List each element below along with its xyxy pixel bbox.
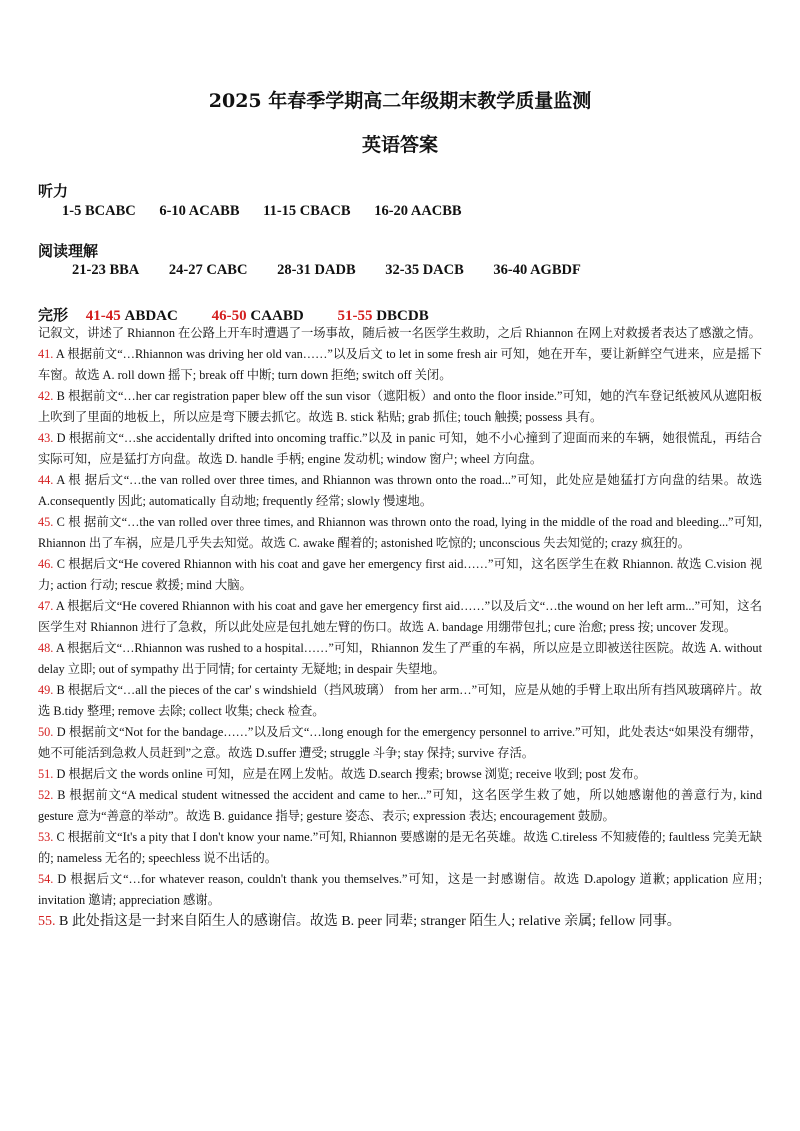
cloze-key: ABDAC: [124, 308, 178, 324]
item-number: 49.: [38, 683, 54, 697]
reading-label: 阅读理解: [38, 242, 99, 260]
item-number: 51.: [38, 767, 54, 781]
item-number: 50.: [38, 725, 54, 739]
item-number: 43.: [38, 431, 54, 445]
cloze-intro: 记叙文，讲述了 Rhiannon 在公路上开车时遭遇了一场事故，随后被一名医学生救助，之后 Rhiannon 在网上对救援者表达了感激之情。: [38, 326, 761, 340]
explanation-item: [38, 680, 762, 722]
answer-group: 28-31 DADB: [277, 262, 356, 278]
item-number: 45.: [38, 515, 54, 529]
item-text: B 此处指这是一封来自陌生人的感谢信。故选 B. peer 同辈; stranger 陌生人; relative 亲属; fellow 同事。: [55, 914, 681, 929]
explanation-item: [38, 638, 762, 680]
explanation-item: [38, 785, 762, 827]
item-text: C 根据后文“He covered Rhiannon with his coat and gave her emergency first aid……”可知，这名医学生在救 Rhiannon. 故选 C.vision 视力; action 行动; rescue 救援; mind 大脑。: [38, 557, 762, 592]
answer-group: 6-10 ACABB: [159, 203, 240, 219]
explanation-item: [38, 911, 762, 933]
cloze-key: DBCDB: [376, 308, 429, 324]
item-text: C 根 据前文“…the van rolled over three times, and Rhiannon was thrown onto the road, lying in the middle of the road and bleeding...”可知, Rhiannon 出了车祸，应是几乎失去知觉。故选 C. awake 醒着的; astonished 吃惊的; unconscious 失去知觉的; crazy 疯狂的。: [38, 515, 762, 550]
cloze-explanations: [38, 323, 762, 933]
cloze-label: 完形: [38, 308, 69, 324]
item-number: 44.: [38, 473, 54, 487]
cloze-range: 46-50: [211, 308, 247, 324]
item-text: B 根据前文“…her car registration paper blew off the sun visor（遮阳板）and onto the floor inside.”可知，她的汽车登记纸被风从遮阳板上吹到了里面的地板上，所以应是弯下腰去抓它。故选 B. stick 粘贴; grab 抓住; touch 触摸; possess 具有。: [38, 389, 762, 424]
item-number: 53.: [38, 830, 54, 844]
answer-group: 1-5 BCABC: [62, 203, 136, 219]
explanation-item: [38, 386, 762, 428]
listening-label: 听力: [38, 182, 69, 200]
item-number: 52.: [38, 788, 54, 802]
explanation-item: [38, 344, 762, 386]
explanation-item: [38, 869, 762, 911]
item-number: 48.: [38, 641, 54, 655]
item-number: 41.: [38, 347, 54, 361]
item-number: 55.: [38, 914, 56, 929]
reading-answers: [72, 262, 601, 279]
cloze-range: 51-55: [337, 308, 373, 324]
item-text: D 根据前文“Not for the bandage……”以及后文“…long enough for the emergency personnel to arrive.”可知，此处表达“如果没有绷带，她不可能活到急救人员赶到”之意。故选 D.suffer 遭受; struggle 斗争; stay 保持; survive 存活。: [38, 725, 762, 760]
item-number: 47.: [38, 599, 54, 613]
item-text: D 根据后文 the words online 可知，应是在网上发帖。故选 D.search 搜索; browse 浏览; receive 收到; post 发布。: [53, 767, 646, 781]
answer-group: 36-40 AGBDF: [493, 262, 581, 278]
listening-answers: [62, 203, 482, 220]
item-text: C 根据前文“It's a pity that I don't know your name.”可知, Rhiannon 要感谢的是无名英雄。故选 C.tireless 不知疲倦的; faultless 完美无缺的; nameless 无名的; speechless 说不出话的。: [38, 830, 762, 865]
answer-group: 11-15 CBACB: [263, 203, 351, 219]
explanation-item: [38, 722, 762, 764]
answer-group: 16-20 AACBB: [374, 203, 462, 219]
item-text: B 根据后文“…all the pieces of the car' s windshield（挡风玻璃） from her arm…”可知，应是从她的手臂上取出所有挡风玻璃碎片。故选 B.tidy 整理; remove 去除; collect 收集; check 检查。: [38, 683, 762, 718]
page-title: 2025 年春季学期高二年级期末教学质量监测: [208, 90, 592, 112]
item-text: D 根据前文“…she accidentally drifted into oncoming traffic.”以及 in panic 可知，她不小心撞到了迎面而来的车辆，她很慌乱，再结合实际可知，应是猛打方向盘。故选 D. handle 手柄; engine 发动机; window 窗户; wheel 方向盘。: [38, 431, 762, 466]
item-text: A 根据后文“He covered Rhiannon with his coat and gave her emergency first aid……”以及后文“…the wound on her left arm...”可知，这名医学生对 Rhiannon 进行了急救，所以此处应是包扎她左臂的伤口。故选 A. bandage 用绷带包扎; cure 治愈; press 按; uncover 发现。: [38, 599, 762, 634]
item-text: D 根据后文“…for whatever reason, couldn't thank you themselves.”可知，这是一封感谢信。故选 D.apology 道歉; application 应用; invitation 邀请; appreciation 感谢。: [38, 872, 762, 907]
item-number: 46.: [38, 557, 54, 571]
answer-group: 24-27 CABC: [168, 262, 248, 278]
explanation-item: [38, 596, 762, 638]
answer-group: 21-23 BBA: [72, 262, 140, 278]
explanation-item: [38, 827, 762, 869]
explanation-item: [38, 428, 762, 470]
item-text: A 根据前文“…Rhiannon was driving her old van……”以及后文 to let in some fresh air 可知，她在开车，要让新鲜空气进来，应是摇下车窗。故选 A. roll down 摇下; break off 中断; turn down 拒绝; switch off 关闭。: [38, 347, 762, 382]
item-text: A 根 据后文“…the van rolled over three times, and Rhiannon was thrown onto the road...”可知，此处应是她猛打方向盘的结果。故选 A.consequently 因此; automatically 自动地; frequently 经常; slowly 慢速地。: [38, 473, 762, 508]
cloze-key: CAABD: [250, 308, 304, 324]
explanation-item: [38, 512, 762, 554]
item-number: 42.: [38, 389, 54, 403]
page-subtitle: 英语答案: [361, 134, 438, 156]
item-text: A 根据后文“…Rhiannon was rushed to a hospital……”可知，Rhiannon 发生了严重的车祸，所以应是立即被送往医院。故选 A. without delay 立即; out of sympathy 出于同情; for certainty 无疑地; in despair 失望地。: [38, 641, 762, 676]
cloze-range: 41-45: [85, 308, 121, 324]
cloze-answers: [38, 304, 459, 325]
explanation-item: [38, 470, 762, 512]
item-text: B 根据前文“A medical student witnessed the accident and came to her...”可知，这名医学生救了她，所以她感谢他的善意行为, kind gesture 意为“善意的举动”。故选 B. guidance 指导; gesture 姿态、表示; expression 表达; encouragement 鼓励。: [38, 788, 762, 823]
explanation-item: [38, 764, 762, 785]
answer-group: 32-35 DACB: [385, 262, 464, 278]
explanation-item: [38, 554, 762, 596]
item-number: 54.: [38, 872, 54, 886]
